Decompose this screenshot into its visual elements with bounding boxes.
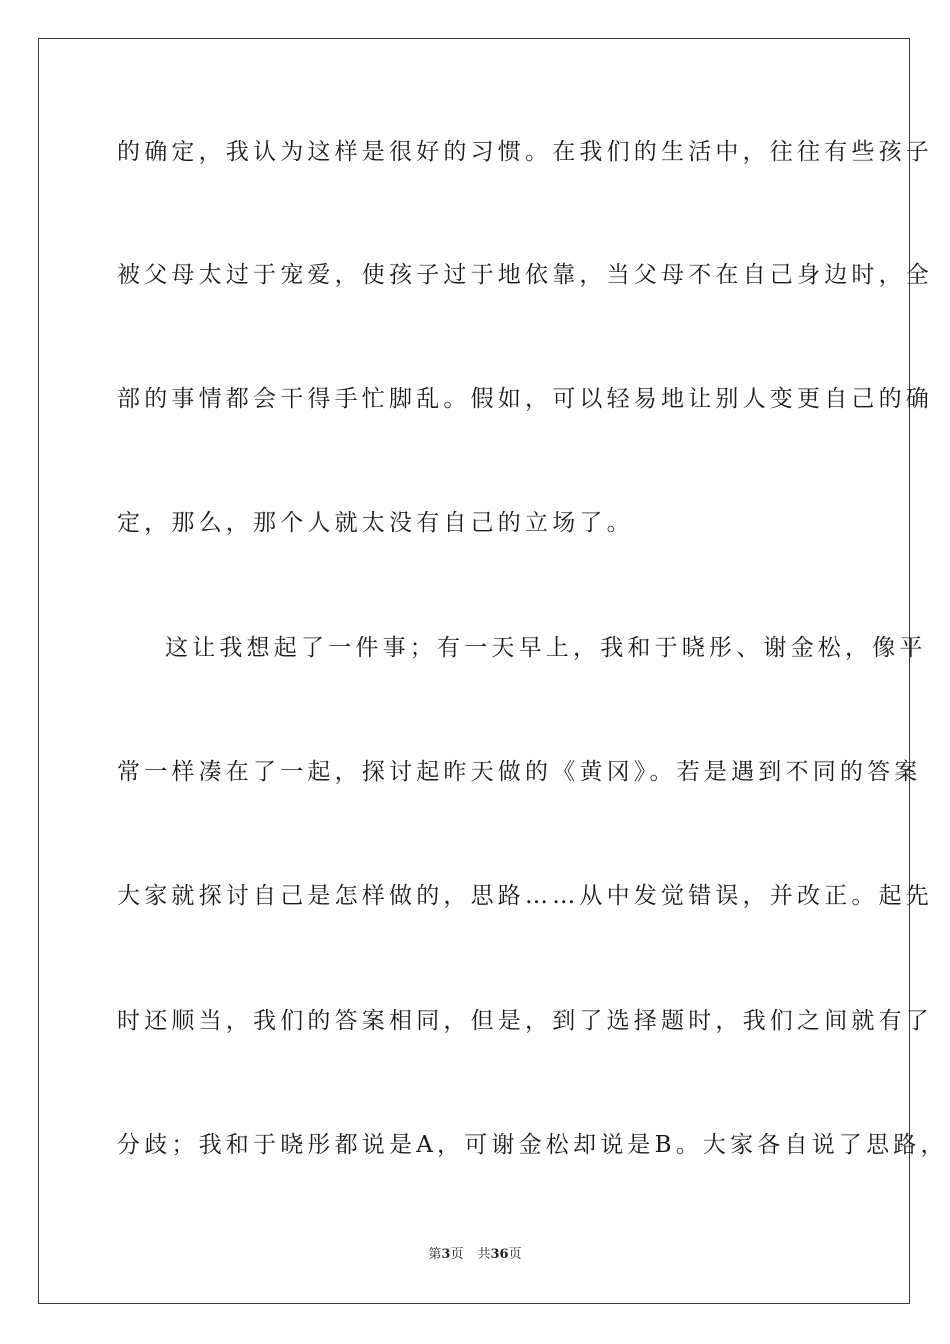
text-line: 时还顺当，我们的答案相同，但是，到了选择题时，我们之间就有了 [117,1008,933,1034]
page-prefix: 第 [428,1247,442,1262]
text-line: 被父母太过于宠爱，使孩子过于地依靠，当父母不在自己身边时，全 [117,262,933,288]
text-line: 分歧；我和于晓彤都说是A，可谢金松却说是B。大家各自说了思路， [117,1132,948,1158]
text-line: 定，那么，那个人就太没有自己的立场了。 [117,510,634,536]
text-line: 常一样凑在了一起，探讨起昨天做的《黄冈》。若是遇到不同的答案 [117,759,922,785]
total-suffix: 页 [508,1247,522,1262]
text-line: 的确定，我认为这样是很好的习惯。在我们的生活中，往往有些孩子 [117,139,933,165]
page-number: 3 [441,1247,451,1262]
page-border [38,38,948,1304]
page-footer [0,1246,950,1264]
total-pages: 36 [490,1247,509,1262]
paragraph-first-line: 这让我想起了一件事；有一天早上，我和于晓彤、谢金松，像平 [165,635,927,661]
text-line: 大家就探讨自己是怎样做的，思路……从中发觉错误，并改正。起先 [117,883,933,909]
total-prefix: 共 [477,1247,491,1262]
page-suffix: 页 [450,1247,464,1262]
text-line: 部的事情都会干得手忙脚乱。假如，可以轻易地让别人变更自己的确 [117,386,933,412]
